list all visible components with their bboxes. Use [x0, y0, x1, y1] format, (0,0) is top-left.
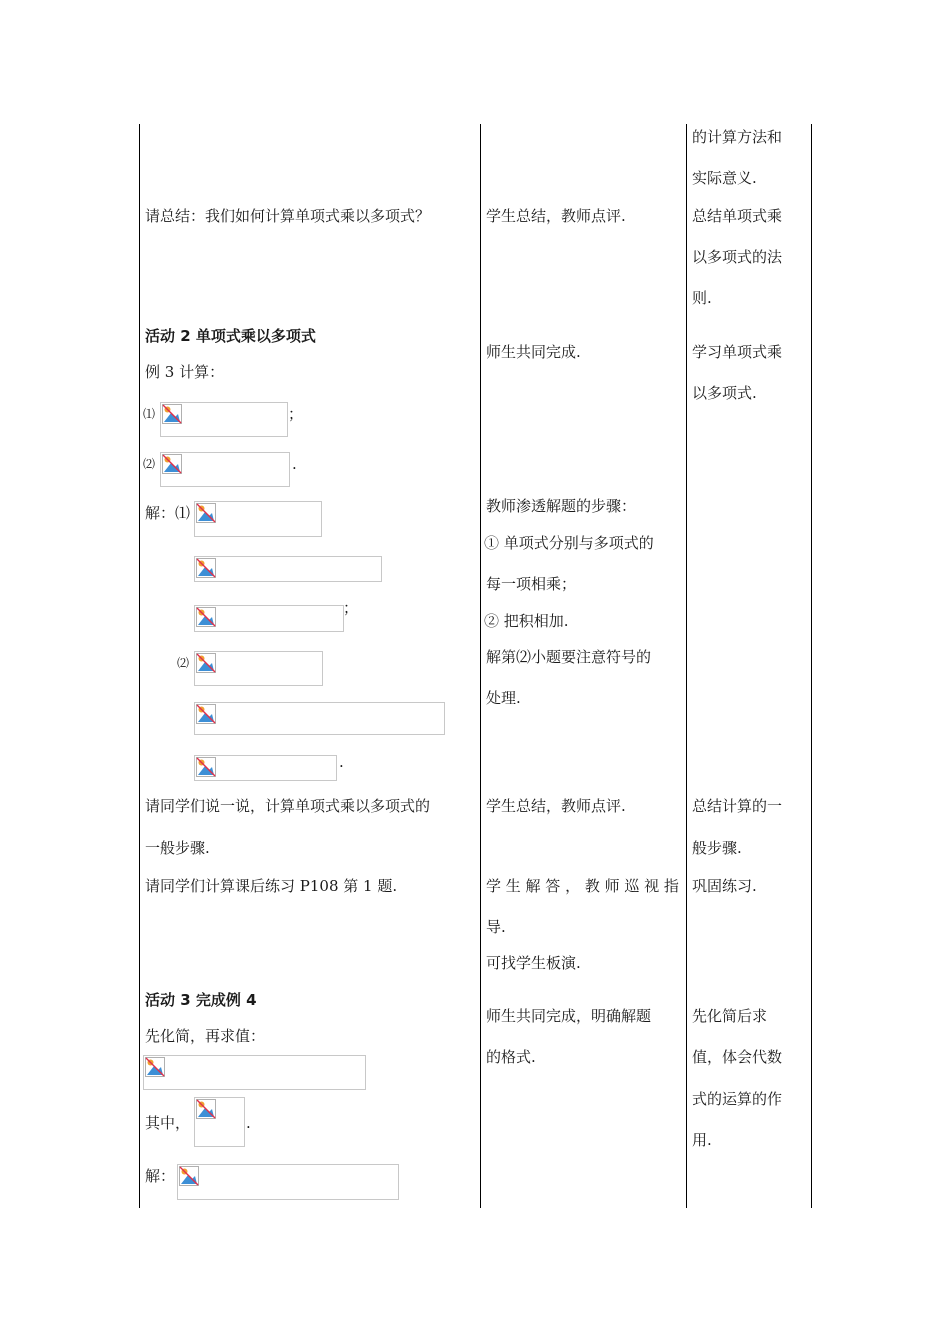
formula-image [194, 702, 445, 735]
teacher-note-6-line1: 解第⑵小题要注意符号的 [486, 648, 652, 666]
broken-image-icon [179, 1166, 199, 1186]
item-2-punct: . [292, 455, 297, 473]
design-intent-4: 以多项式的法 [692, 248, 783, 266]
broken-image-icon [196, 558, 216, 578]
activity-2-heading: 活动 2 单项式乘以多项式 [145, 327, 316, 345]
table-border-col1 [480, 124, 481, 1208]
table-border-right [811, 124, 812, 1208]
design-intent-3: 总结单项式乘 [692, 207, 783, 225]
teacher-note-1: 学生总结，教师点评. [486, 207, 626, 225]
steps-prompt-line2: 一般步骤. [145, 839, 210, 857]
design-intent-9: 般步骤. [692, 839, 742, 857]
design-intent-2: 实际意义. [692, 169, 757, 187]
solution-2-label: ⑵ [177, 656, 190, 670]
teacher-note-8-line1: 学 生 解 答 ， 教 师 巡 视 指 [486, 877, 679, 895]
where-punct: . [246, 1114, 251, 1132]
solution-2-punct: . [339, 753, 344, 771]
design-intent-1: 的计算方法和 [692, 128, 783, 146]
broken-image-icon [196, 757, 216, 777]
activity-3-heading: 活动 3 完成例 4 [145, 991, 257, 1009]
teacher-note-10-line2: 的格式. [486, 1048, 536, 1066]
solution-label: 解：⑴ [145, 504, 191, 522]
design-intent-6: 学习单项式乘 [692, 343, 783, 361]
formula-image [194, 1097, 245, 1147]
formula-image [194, 605, 344, 632]
design-intent-5: 则. [692, 289, 712, 307]
where-label: 其中， [145, 1114, 191, 1132]
teacher-note-4-line2: 每一项相乘； [486, 575, 577, 593]
practice-prompt: 请同学们计算课后练习 P108 第 1 题. [145, 877, 398, 895]
summary-question: 请总结：我们如何计算单项式乘以多项式？ [145, 207, 431, 225]
formula-image [177, 1164, 399, 1200]
teacher-note-5: ② 把积相加. [484, 612, 569, 630]
formula-image [160, 402, 288, 437]
solution-label-2: 解： [145, 1167, 176, 1185]
example-3-label: 例 3 计算： [145, 363, 225, 381]
formula-image [194, 556, 382, 582]
simplify-prompt: 先化简，再求值： [145, 1027, 266, 1045]
item-1-punct: ； [288, 405, 304, 423]
broken-image-icon [162, 404, 182, 424]
teacher-note-2: 师生共同完成. [486, 343, 581, 361]
teacher-note-6-line2: 处理. [486, 689, 521, 707]
formula-image [194, 651, 323, 686]
table-border-left [139, 124, 140, 1208]
teacher-note-10-line1: 师生共同完成，明确解题 [486, 1007, 652, 1025]
teacher-note-7: 学生总结，教师点评. [486, 797, 626, 815]
formula-image [160, 452, 290, 487]
item-2-label: ⑵ [143, 457, 156, 471]
broken-image-icon [196, 1099, 216, 1119]
teacher-note-8-line2: 导. [486, 918, 506, 936]
broken-image-icon [196, 653, 216, 673]
broken-image-icon [162, 454, 182, 474]
broken-image-icon [145, 1057, 165, 1077]
broken-image-icon [196, 503, 216, 523]
table-border-col2 [686, 124, 687, 1208]
design-intent-14: 用. [692, 1131, 712, 1149]
solution-1-punct: ； [343, 599, 359, 617]
teacher-note-4-line1: ① 单项式分别与多项式的 [484, 534, 654, 552]
formula-image [194, 755, 337, 781]
teacher-note-3: 教师渗透解题的步骤： [486, 497, 637, 515]
formula-image [143, 1055, 366, 1090]
formula-image [194, 501, 322, 537]
design-intent-10: 巩固练习. [692, 877, 757, 895]
teacher-note-9: 可找学生板演. [486, 954, 581, 972]
design-intent-8: 总结计算的一 [692, 797, 783, 815]
design-intent-13: 式的运算的作 [692, 1090, 783, 1108]
design-intent-11: 先化简后求 [692, 1007, 768, 1025]
broken-image-icon [196, 607, 216, 627]
design-intent-7: 以多项式. [692, 384, 757, 402]
broken-image-icon [196, 704, 216, 724]
steps-prompt-line1: 请同学们说一说，计算单项式乘以多项式的 [145, 797, 431, 815]
item-1-label: ⑴ [143, 407, 156, 421]
design-intent-12: 值，体会代数 [692, 1048, 783, 1066]
